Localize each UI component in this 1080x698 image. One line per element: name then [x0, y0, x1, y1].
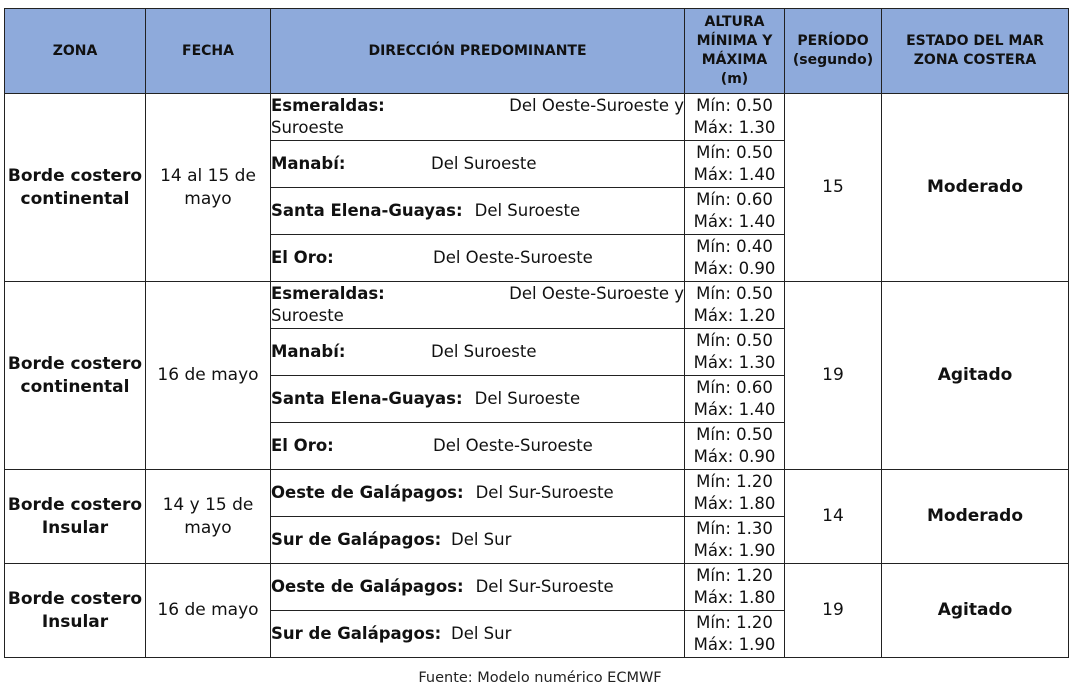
altura-max: Máx: 1.20	[693, 306, 776, 325]
zona-cell: Borde costero continental	[5, 94, 146, 282]
direccion-value: Del Sur	[451, 624, 512, 643]
altura-max: Máx: 1.40	[693, 212, 776, 231]
direccion-cell	[271, 470, 685, 517]
altura-max: Máx: 1.40	[693, 165, 776, 184]
provincia-label: Sur de Galápagos:	[271, 624, 442, 643]
altura-min: Mín: 0.60	[696, 378, 773, 397]
table-row	[5, 282, 1069, 329]
direccion-value: Del Oeste-Suroeste	[433, 248, 593, 267]
altura-cell	[685, 470, 785, 517]
estado-cell: Moderado	[882, 94, 1069, 282]
direccion-value-cont: Suroeste	[271, 118, 344, 137]
altura-cell	[685, 235, 785, 282]
header-direccion: DIRECCIÓN PREDOMINANTE	[271, 9, 685, 94]
altura-cell	[685, 282, 785, 329]
zona-cell: Borde costero continental	[5, 282, 146, 470]
altura-cell	[685, 188, 785, 235]
direccion-value: Del Oeste-Suroeste	[433, 436, 593, 455]
altura-min: Mín: 0.50	[696, 96, 773, 115]
altura-min: Mín: 0.60	[696, 190, 773, 209]
altura-cell	[685, 376, 785, 423]
fecha-cell: 14 al 15 de mayo	[146, 94, 271, 282]
provincia-label: Esmeraldas:	[271, 284, 385, 303]
estado-cell: Agitado	[882, 564, 1069, 658]
direccion-value: Del Suroeste	[431, 154, 537, 173]
altura-min: Mín: 1.20	[696, 613, 773, 632]
altura-cell	[685, 423, 785, 470]
direccion-value: Del Suroeste	[431, 342, 537, 361]
provincia-label: Santa Elena-Guayas:	[271, 389, 463, 408]
provincia-label: Esmeraldas:	[271, 96, 385, 115]
provincia-label: El Oro:	[271, 436, 334, 455]
direccion-value: Del Sur-Suroeste	[475, 577, 614, 596]
altura-cell	[685, 94, 785, 141]
table-row	[5, 564, 1069, 611]
provincia-label: El Oro:	[271, 248, 334, 267]
provincia-label: Oeste de Galápagos:	[271, 483, 464, 502]
altura-cell	[685, 517, 785, 564]
zona-cell: Borde costero Insular	[5, 564, 146, 658]
periodo-cell: 19	[785, 282, 882, 470]
direccion-cell	[271, 282, 685, 329]
altura-min: Mín: 1.30	[696, 519, 773, 538]
altura-cell	[685, 329, 785, 376]
direccion-value-cont: Suroeste	[271, 306, 344, 325]
altura-min: Mín: 0.50	[696, 331, 773, 350]
direccion-cell	[271, 188, 685, 235]
provincia-label: Manabí:	[271, 154, 346, 173]
header-row	[5, 9, 1069, 94]
provincia-label: Manabí:	[271, 342, 346, 361]
estado-cell: Agitado	[882, 282, 1069, 470]
fecha-cell: 16 de mayo	[146, 282, 271, 470]
altura-max: Máx: 0.90	[693, 259, 776, 278]
header-periodo: PERÍODO (segundo)	[785, 9, 882, 94]
direccion-value: Del Sur-Suroeste	[475, 483, 614, 502]
altura-cell	[685, 611, 785, 658]
provincia-label: Santa Elena-Guayas:	[271, 201, 463, 220]
periodo-cell: 15	[785, 94, 882, 282]
direccion-cell	[271, 329, 685, 376]
direccion-value: Del Sur	[451, 530, 512, 549]
direccion-value: Del Suroeste	[474, 201, 581, 220]
altura-max: Máx: 1.30	[693, 353, 776, 372]
direccion-cell	[271, 94, 685, 141]
direccion-cell	[271, 611, 685, 658]
altura-min: Mín: 0.50	[696, 284, 773, 303]
direccion-cell	[271, 141, 685, 188]
direccion-cell	[271, 376, 685, 423]
altura-max: Máx: 1.30	[693, 118, 776, 137]
periodo-cell: 19	[785, 564, 882, 658]
header-zona: ZONA	[5, 9, 146, 94]
altura-max: Máx: 1.80	[693, 588, 776, 607]
altura-min: Mín: 1.20	[696, 472, 773, 491]
altura-max: Máx: 1.40	[693, 400, 776, 419]
altura-max: Máx: 1.80	[693, 494, 776, 513]
table-row	[5, 470, 1069, 517]
estado-cell: Moderado	[882, 470, 1069, 564]
direccion-cell	[271, 423, 685, 470]
direccion-value: Del Suroeste	[474, 389, 581, 408]
direccion-cell	[271, 517, 685, 564]
fecha-cell: 16 de mayo	[146, 564, 271, 658]
altura-max: Máx: 1.90	[693, 541, 776, 560]
provincia-label: Sur de Galápagos:	[271, 530, 442, 549]
direccion-value: Del Oeste-Suroeste y	[509, 96, 684, 115]
altura-max: Máx: 0.90	[693, 447, 776, 466]
direccion-cell	[271, 564, 685, 611]
direccion-cell	[271, 235, 685, 282]
zona-cell: Borde costero Insular	[5, 470, 146, 564]
header-altura: ALTURA MÍNIMA Y MÁXIMA (m)	[685, 9, 785, 94]
sea-state-table	[4, 8, 1069, 658]
altura-min: Mín: 0.40	[696, 237, 773, 256]
altura-min: Mín: 1.20	[696, 566, 773, 585]
altura-cell	[685, 564, 785, 611]
altura-min: Mín: 0.50	[696, 425, 773, 444]
fecha-cell: 14 y 15 de mayo	[146, 470, 271, 564]
table-row	[5, 94, 1069, 141]
altura-cell	[685, 141, 785, 188]
direccion-value: Del Oeste-Suroeste y	[509, 284, 684, 303]
header-fecha: FECHA	[146, 9, 271, 94]
header-estado: ESTADO DEL MAR ZONA COSTERA	[882, 9, 1069, 94]
altura-max: Máx: 1.90	[693, 635, 776, 654]
altura-min: Mín: 0.50	[696, 143, 773, 162]
periodo-cell: 14	[785, 470, 882, 564]
source-caption: Fuente: Modelo numérico ECMWF	[418, 670, 662, 686]
provincia-label: Oeste de Galápagos:	[271, 577, 464, 596]
